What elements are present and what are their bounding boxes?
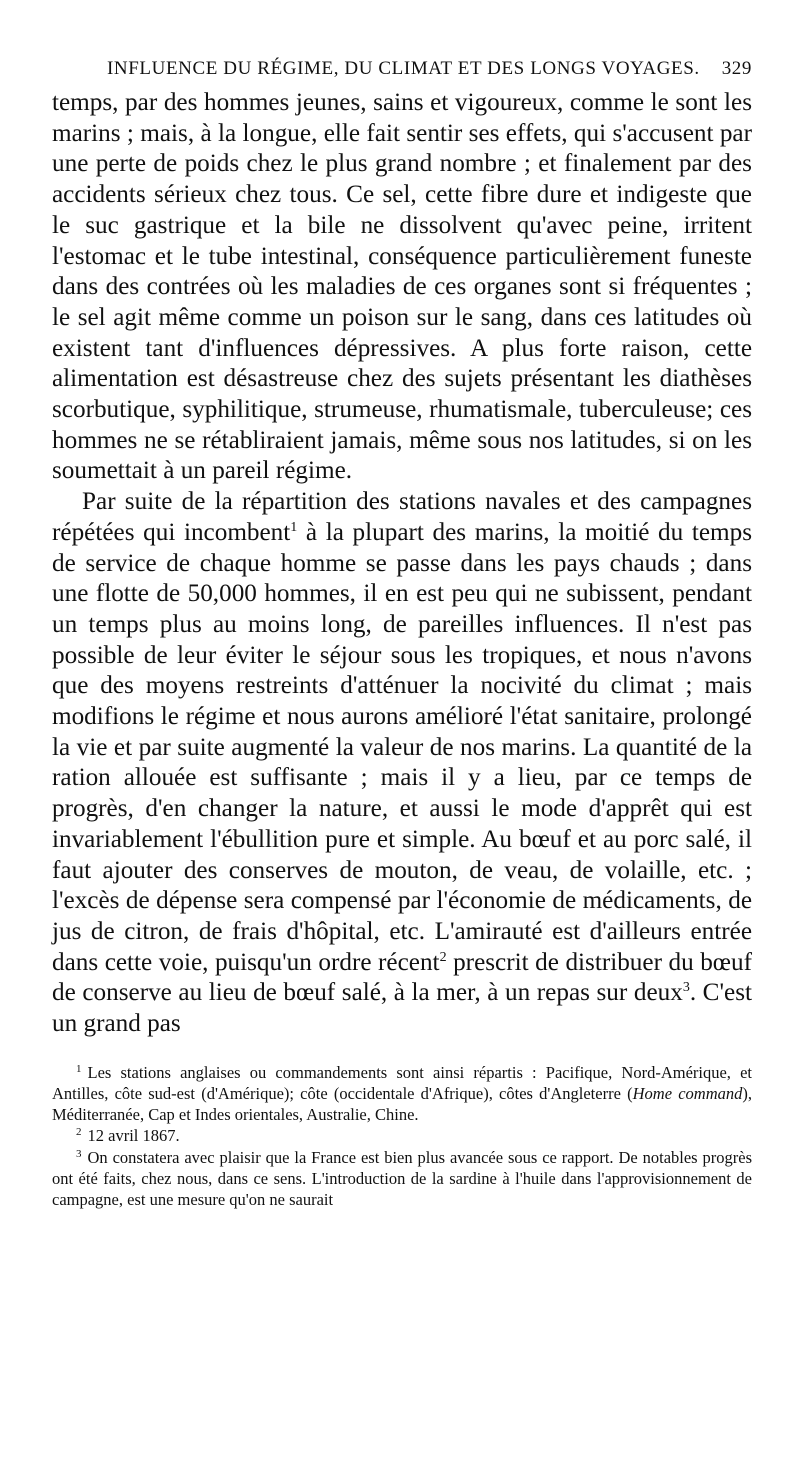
page-number: 329 (721, 58, 752, 79)
running-header (107, 58, 752, 84)
footnote-1-italic: Home command (632, 1084, 743, 1103)
main-text (52, 88, 752, 1040)
paragraph-1: temps, par des hommes jeunes, sains et vigoureux, comme le sont les marins ; mais, à la longue, elle fait sentir ses effets, qui s'accusent par une perte de poids chez le plus grand nombre ; et finalement par des accidents sérieux chez tous. Ce sel, cette fibre dure et indigeste que le suc gastrique et la bile ne dissolvent qu'avec peine, irritent l'estomac et le tube intestinal, conséquence particulièrement funeste dans des contrées où les maladies de ces organes sont si fréquentes ; le sel agit même comme un poison sur le sang, dans ces latitudes où existent tant d'influences dépressives. A plus forte raison, cette alimentation est désastreuse chez des sujets présentant les diathèses scorbutique, syphilitique, strumeuse, rhumatismale, tuberculeuse; ces hommes ne se rétabliraient jamais, même sous nos latitudes, si on les soumettait à un pareil régime. (52, 89, 752, 485)
footnote-3-text: On constatera avec plaisir que la France est bien plus avancée sous ce rapport. De notables progrès ont été faits, chez nous, dans ce sens. L'introduction de la sardine à l'huile dans l'approvisionnement de campagne, est une mesure qu'on ne saurait (52, 1147, 752, 1210)
footnote-1 (52, 1062, 752, 1126)
footnotes (52, 1062, 752, 1210)
footnote-ref-3: 3 (682, 980, 690, 996)
footnote-3 (52, 1147, 752, 1211)
book-page (52, 58, 752, 1210)
running-title: INFLUENCE DU RÉGIME, DU CLIMAT ET DES LONGS VOYAGES. (107, 58, 700, 79)
footnote-2-marker: 2 (76, 1126, 82, 1139)
footnote-3-marker: 3 (76, 1147, 82, 1160)
paragraph-2-part-d: . C'est un grand pas (52, 979, 752, 1038)
footnote-1-text-a: Les stations anglaises ou commandements sont ainsi répartis : Pacifique, Nord-Amérique, et Antilles, côte sud-est (d'Amérique); côte (occidentale d'Afrique), côtes d'Angleterre ( (52, 1062, 752, 1103)
footnote-1-marker: 1 (76, 1062, 82, 1075)
footnote-2-text: 12 avril 1867. (87, 1126, 180, 1146)
paragraph-2 (52, 487, 752, 1040)
footnote-1-text-b: ), Méditerranée, Cap et Indes orientales, Australie, Chine. (52, 1084, 752, 1125)
paragraph-2-part-b: à la plupart des marins, la moitié du temps de service de chaque homme se passe dans les pays chauds ; dans une flotte de 50,000 hommes, il en est peu qui ne subissent, pendant un temps plus au moins long, de pareilles influences. Il n'est pas possible de leur éviter le séjour sous les tropiques, et nous n'avons que des moyens restreints d'atténuer la nocivité du climat ; mais modifions le régime et nous aurons amélioré l'état sanitaire, prolongé la vie et par suite augmenté la valeur de nos marins. La quantité de la ration allouée est suffisante ; mais il y a lieu, par ce temps de progrès, d'en changer la nature, et aussi le mode d'apprêt qui est invariablement l'ébullition pure et simple. Au bœuf et au porc salé, il faut ajouter des conserves de mouton, de veau, de volaille, etc. ; l'excès de dépense sera compensé par l'économie de médicaments, de jus de citron, de frais d'hôpital, etc. L'amirauté est d'ailleurs entrée dans cette voie, puisqu'un ordre récent (52, 518, 752, 976)
footnote-ref-2: 2 (439, 949, 447, 965)
paragraph-2-part-a: Par suite de la répartition des stations navales et des campagnes répétées qui incombent (52, 488, 752, 546)
footnote-ref-1: 1 (290, 519, 298, 535)
footnote-2 (52, 1125, 752, 1146)
paragraph-2-part-c: prescrit de distribuer du bœuf de conserve au lieu de bœuf salé, à la mer, à un repas sur deux (52, 948, 752, 1007)
